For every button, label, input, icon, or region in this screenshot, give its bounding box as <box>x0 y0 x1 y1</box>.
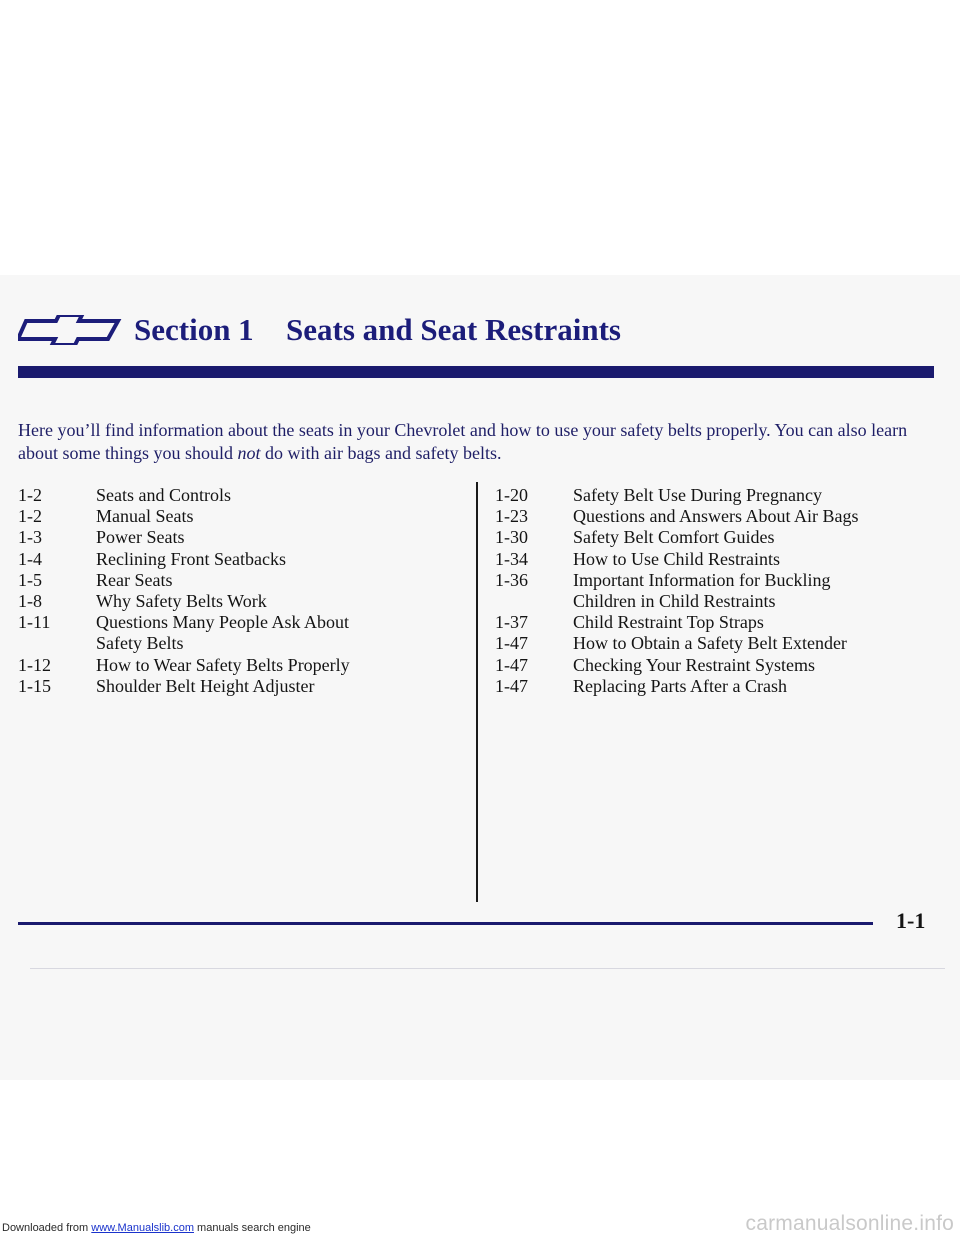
toc-entry-title: Power Seats <box>96 527 185 548</box>
toc-page-number: 1-5 <box>18 569 42 590</box>
section-header <box>18 308 621 352</box>
toc-entry[interactable] <box>495 676 935 697</box>
footer-suffix: manuals search engine <box>193 1222 311 1234</box>
section-number: Section 1 <box>134 312 254 347</box>
intro-emphasis: not <box>237 443 261 463</box>
toc-page-number: 1-3 <box>18 527 42 548</box>
header-divider <box>18 366 934 378</box>
toc-entry[interactable] <box>495 485 935 506</box>
toc-entry[interactable] <box>495 655 935 676</box>
toc-entry-title: Rear Seats <box>96 569 173 590</box>
toc-page-number: 1-30 <box>495 527 528 548</box>
toc-entry[interactable] <box>18 612 448 654</box>
toc-entry-title: Child Restraint Top Straps <box>573 612 764 633</box>
toc-entry[interactable] <box>495 506 935 527</box>
scan-artifact-line <box>30 968 945 969</box>
toc-page-number: 1-11 <box>18 612 51 633</box>
toc-left-column <box>18 485 448 697</box>
page-number: 1-1 <box>896 908 926 933</box>
toc-entry-title: Questions and Answers About Air Bags <box>573 506 859 527</box>
toc-page-number: 1-2 <box>18 485 42 505</box>
download-footer <box>2 1222 311 1234</box>
toc-page-number: 1-8 <box>18 591 42 612</box>
toc-entry-title: Reclining Front Seatbacks <box>96 548 286 569</box>
column-divider <box>476 482 478 902</box>
section-title: Seats and Seat Restraints <box>286 312 621 347</box>
toc-entry-title: How to Use Child Restraints <box>573 548 780 569</box>
toc-entry[interactable] <box>18 570 448 591</box>
toc-entry-title: Seats and Controls <box>96 485 231 505</box>
toc-page-number: 1-37 <box>495 612 528 633</box>
footer-divider <box>18 922 873 925</box>
toc-page-number: 1-47 <box>495 675 528 696</box>
toc-page-number: 1-47 <box>495 633 528 654</box>
watermark: carmanualsonline.info <box>745 1212 954 1235</box>
toc-page-number: 1-20 <box>495 485 528 505</box>
toc-page-number: 1-12 <box>18 654 51 675</box>
toc-page-number: 1-4 <box>18 548 42 569</box>
toc-page-number: 1-23 <box>495 506 528 527</box>
toc-entry[interactable] <box>495 549 935 570</box>
toc-entry[interactable] <box>18 506 448 527</box>
toc-entry-title: Checking Your Restraint Systems <box>573 654 816 675</box>
toc-entry[interactable] <box>18 485 448 506</box>
toc-entry-title: Questions Many People Ask About Safety Belts <box>96 612 350 654</box>
toc-entry-title: Why Safety Belts Work <box>96 591 267 612</box>
toc-entry[interactable] <box>495 527 935 548</box>
chevrolet-bowtie-icon <box>18 315 122 345</box>
intro-text-after: do with air bags and safety belts. <box>260 443 502 463</box>
toc-entry[interactable] <box>18 655 448 676</box>
manualslib-link[interactable]: www.Manualslib.com <box>91 1222 194 1234</box>
toc-right-column <box>495 485 935 697</box>
toc-entry-title: Important Information for Buckling Children in Child Restraints <box>573 569 831 612</box>
toc-entry-title: Safety Belt Use During Pregnancy <box>573 485 822 505</box>
toc-entry-title: Replacing Parts After a Crash <box>573 675 787 696</box>
intro-paragraph <box>18 419 943 465</box>
footer-prefix: Downloaded from <box>2 1222 92 1234</box>
toc-entry-title: Safety Belt Comfort Guides <box>573 527 775 548</box>
toc-page-number: 1-36 <box>495 569 528 590</box>
toc-entry[interactable] <box>18 591 448 612</box>
toc-page-number: 1-47 <box>495 654 528 675</box>
toc-entry[interactable] <box>495 612 935 633</box>
toc-page-number: 1-15 <box>18 675 51 696</box>
toc-entry[interactable] <box>18 527 448 548</box>
toc-entry[interactable] <box>18 676 448 697</box>
toc-entry-title: Shoulder Belt Height Adjuster <box>96 675 315 696</box>
toc-entry[interactable] <box>18 549 448 570</box>
toc-page-number: 1-34 <box>495 548 528 569</box>
toc-entry[interactable] <box>495 570 935 612</box>
toc-entry-title: How to Wear Safety Belts Properly <box>96 654 350 675</box>
toc-entry-title: How to Obtain a Safety Belt Extender <box>573 633 847 654</box>
toc-entry-title: Manual Seats <box>96 506 194 527</box>
intro-text-before: Here you’ll find information about the seats in your Chevrolet and how to use your safety belts properly. You can also learn about some things you should <box>18 420 908 463</box>
toc-entry[interactable] <box>495 633 935 654</box>
toc-page-number: 1-2 <box>18 506 42 527</box>
